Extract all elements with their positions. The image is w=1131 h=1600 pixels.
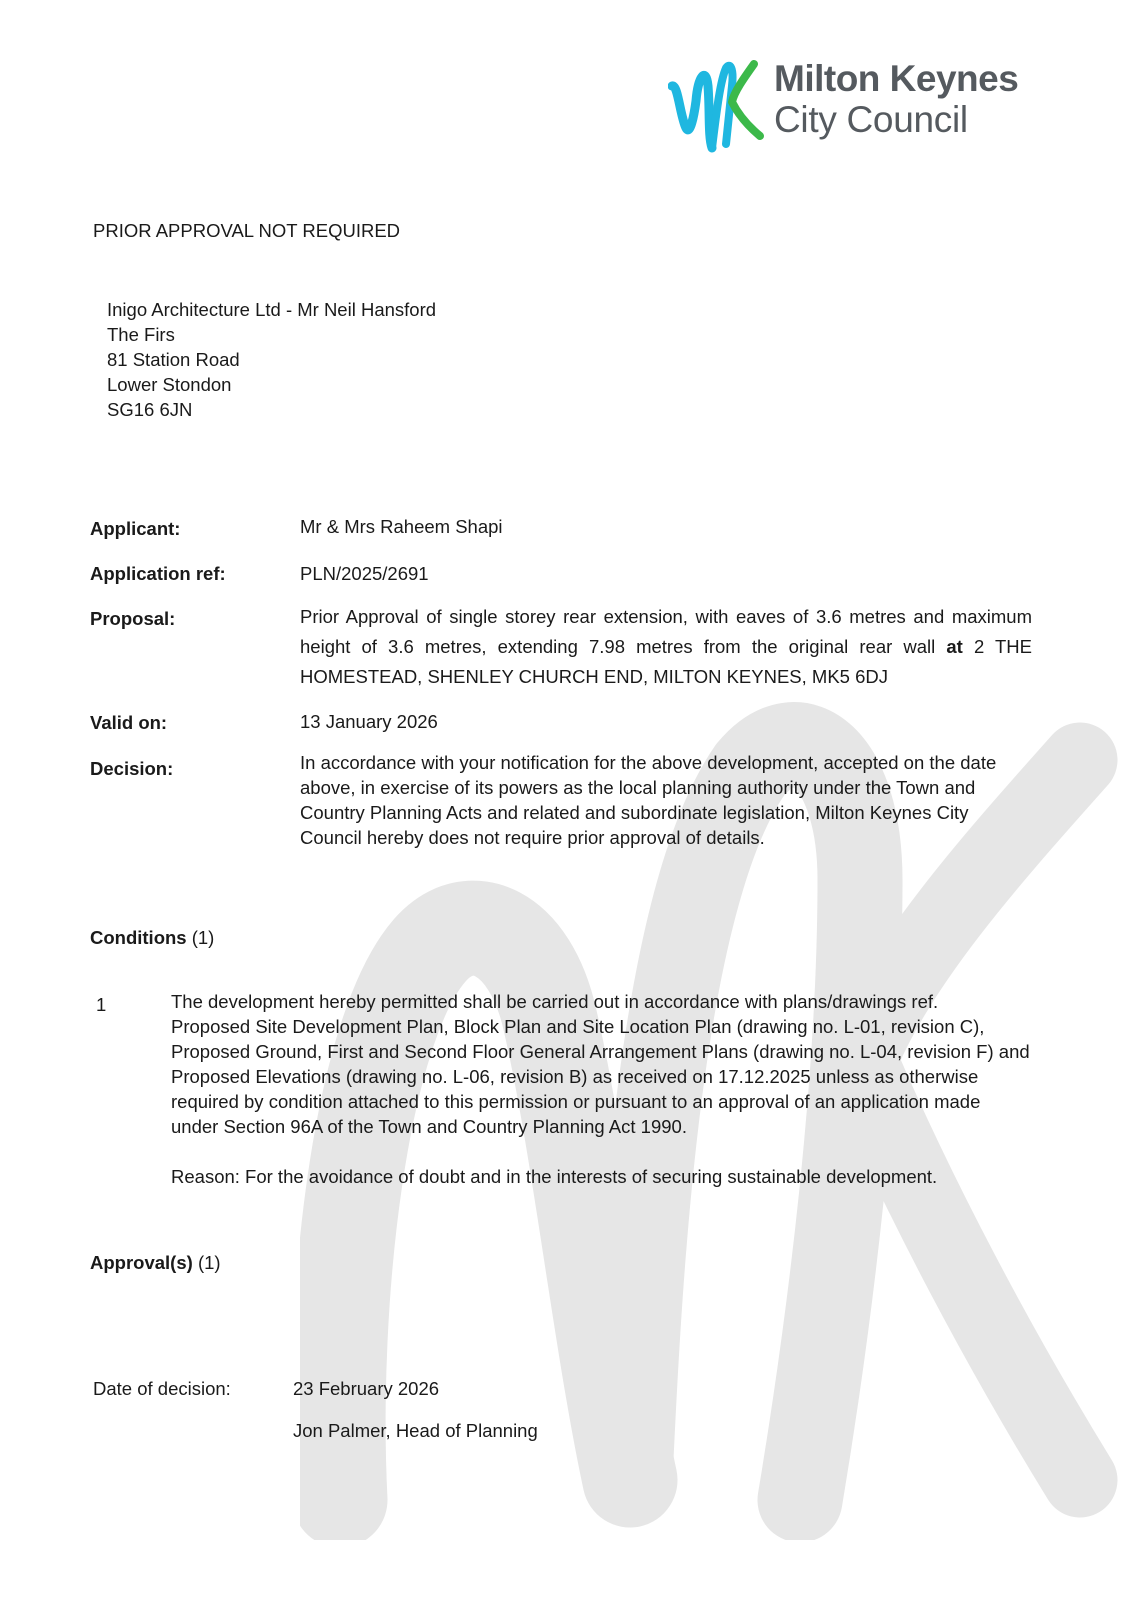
recipient-address xyxy=(107,297,436,422)
condition-line: Proposed Site Development Plan, Block Plan and Site Location Plan (drawing no. L-01, revision C), xyxy=(171,1016,985,1037)
decision-value xyxy=(300,750,1040,850)
date-of-decision-label: Date of decision: xyxy=(93,1378,231,1399)
mk-logo-icon xyxy=(668,56,768,156)
decision-line: Council hereby does not require prior approval of details. xyxy=(300,827,765,848)
logo-text xyxy=(774,60,1018,138)
condition-line: The development hereby permitted shall be carried out in accordance with plans/drawings ref. xyxy=(171,991,939,1012)
decision-line: Country Planning Acts and related and subordinate legislation, Milton Keynes City xyxy=(300,802,969,823)
proposal-location: 2 THE HOMESTEAD, SHENLEY CHURCH END, MILTON KEYNES, MK5 6DJ xyxy=(300,636,1032,687)
logo-line-2: City Council xyxy=(774,99,968,140)
decision-line: In accordance with your notification for the above development, accepted on the date xyxy=(300,752,997,773)
condition-line: Proposed Elevations (drawing no. L-06, revision B) as received on 17.12.2025 unless as otherwise xyxy=(171,1066,979,1087)
proposal-value xyxy=(300,602,1032,692)
decision-label: Decision: xyxy=(90,758,174,779)
approvals-count: (1) xyxy=(197,1252,221,1273)
conditions-label: Conditions xyxy=(90,927,187,948)
proposal-text: Prior Approval of single storey rear extension, with eaves of 3.6 metres and maximum height of 3.6 metres, extending 7.98 metres from the original rear wall xyxy=(300,606,1032,657)
condition-line: required by condition attached to this permission or pursuant to an approval of an application made xyxy=(171,1091,981,1112)
approvals-label: Approval(s) xyxy=(90,1252,193,1273)
address-line: 81 Station Road xyxy=(107,349,240,370)
address-line: Lower Stondon xyxy=(107,374,232,395)
condition-number: 1 xyxy=(96,994,107,1015)
conditions-heading xyxy=(90,925,214,950)
conditions-count: (1) xyxy=(191,927,215,948)
valid-on-value: 13 January 2026 xyxy=(300,711,438,732)
condition-line: under Section 96A of the Town and Country Planning Act 1990. xyxy=(171,1116,687,1137)
council-logo xyxy=(668,56,1068,156)
signatory: Jon Palmer, Head of Planning xyxy=(293,1420,538,1441)
applicant-value: Mr & Mrs Raheem Shapi xyxy=(300,516,503,537)
document-heading: PRIOR APPROVAL NOT REQUIRED xyxy=(93,220,401,241)
condition-line: Proposed Ground, First and Second Floor General Arrangement Plans (drawing no. L-04, revision F) and xyxy=(171,1041,1030,1062)
condition-text xyxy=(171,989,1046,1189)
logo-line-1: Milton Keynes xyxy=(774,58,1019,99)
proposal-at: at xyxy=(946,636,963,657)
application-ref-label: Application ref: xyxy=(90,563,226,584)
decision-line: above, in exercise of its powers as the local planning authority under the Town and xyxy=(300,777,976,798)
address-line: Inigo Architecture Ltd - Mr Neil Hansford xyxy=(107,299,437,320)
condition-reason: Reason: For the avoidance of doubt and in the interests of securing sustainable development. xyxy=(171,1166,938,1187)
address-line: The Firs xyxy=(107,324,175,345)
approvals-heading xyxy=(90,1250,221,1275)
proposal-label: Proposal: xyxy=(90,608,176,629)
application-ref-value: PLN/2025/2691 xyxy=(300,563,429,584)
address-line: SG16 6JN xyxy=(107,399,193,420)
applicant-label: Applicant: xyxy=(90,518,181,539)
valid-on-label: Valid on: xyxy=(90,712,168,733)
date-of-decision-value: 23 February 2026 xyxy=(293,1378,440,1399)
